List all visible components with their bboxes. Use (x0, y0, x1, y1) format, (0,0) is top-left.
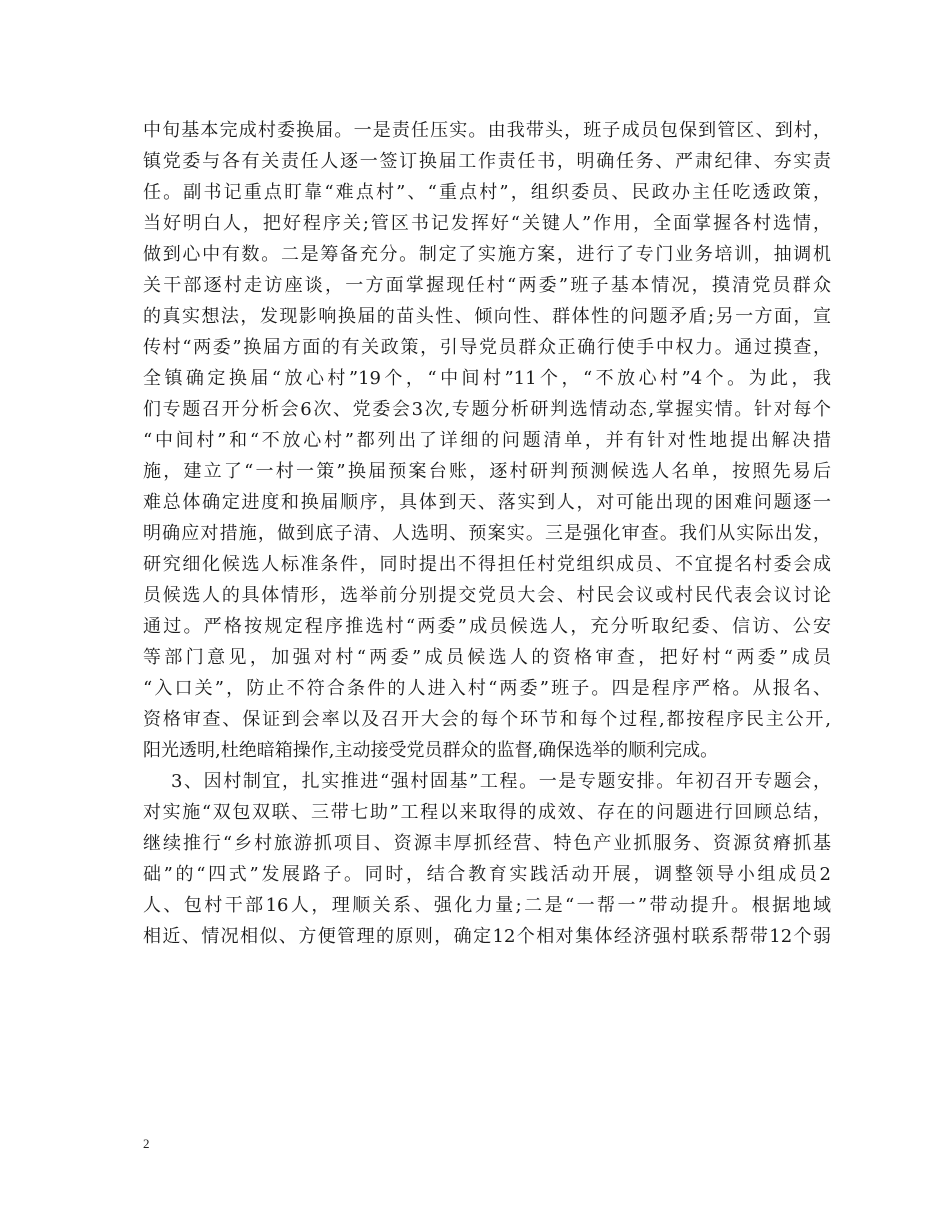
text-line: 等部门意见，加强对村“两委”成员候选人的资格审查，把好村“两委”成员 (143, 647, 831, 668)
text-line: 们专题召开分析会6次、党委会3次,专题分析研判选情动态,掌握实情。针对每个 (143, 399, 831, 420)
text-line: 传村“两委”换届方面的有关政策，引导党员群众正确行使手中权力。通过摸查， (143, 337, 831, 358)
text-line: 人、包村干部16人，理顺关系、强化力量;二是“一帮一”带动提升。根据地域 (143, 895, 831, 916)
text-line: 相近、情况相似、方便管理的原则，确定12个相对集体经济强村联系帮带12个弱 (143, 926, 831, 947)
paragraph-first-line: 3、因村制宜，扎实推进“强村固基”工程。一是专题安排。年初召开专题会， (171, 771, 831, 792)
page-number: 2 (143, 1136, 150, 1151)
text-line: 的真实想法，发现影响换届的苗头性、倾向性、群体性的问题矛盾;另一方面，宣 (143, 306, 831, 327)
text-line: 镇党委与各有关责任人逐一签订换届工作责任书，明确任务、严肃纪律、夯实责 (143, 151, 831, 172)
text-line: 全镇确定换届“放心村”19个，“中间村”11个，“不放心村”4个。为此，我 (143, 368, 831, 389)
text-line: 施，建立了“一村一策”换届预案台账，逐村研判预测候选人名单，按照先易后 (143, 461, 831, 482)
text-line: 难总体确定进度和换届顺序，具体到天、落实到人，对可能出现的困难问题逐一 (143, 492, 831, 513)
body-text (143, 115, 831, 952)
text-line: 资格审查、保证到会率以及召开大会的每个环节和每个过程,都按程序民主公开, (143, 709, 831, 730)
text-line: “中间村”和“不放心村”都列出了详细的问题清单，并有针对性地提出解决措 (143, 430, 831, 451)
text-line: 员候选人的具体情形，选举前分别提交党员大会、村民会议或村民代表会议讨论 (143, 585, 831, 606)
text-line: “入口关”，防止不符合条件的人进入村“两委”班子。四是程序严格。从报名、 (143, 678, 831, 699)
text-line: 对实施“双包双联、三带七助”工程以来取得的成效、存在的问题进行回顾总结， (143, 802, 831, 823)
text-line: 做到心中有数。二是筹备充分。制定了实施方案，进行了专门业务培训，抽调机 (143, 244, 831, 265)
paragraph-last-line: 阳光透明,杜绝暗箱操作,主动接受党员群众的监督,确保选举的顺利完成。 (143, 740, 719, 761)
text-line: 中旬基本完成村委换届。一是责任压实。由我带头，班子成员包保到管区、到村， (143, 120, 831, 141)
text-line: 明确应对措施，做到底子清、人选明、预案实。三是强化审查。我们从实际出发， (143, 523, 831, 544)
text-line: 任。副书记重点盯靠“难点村”、“重点村”，组织委员、民政办主任吃透政策， (143, 182, 831, 203)
text-line: 研究细化候选人标准条件，同时提出不得担任村党组织成员、不宜提名村委会成 (143, 554, 831, 575)
text-line: 继续推行“乡村旅游抓项目、资源丰厚抓经营、特色产业抓服务、资源贫瘠抓基 (143, 833, 831, 854)
text-line: 关干部逐村走访座谈，一方面掌握现任村“两委”班子基本情况，摸清党员群众 (143, 275, 831, 296)
text-line: 当好明白人，把好程序关;管区书记发挥好“关键人”作用，全面掌握各村选情， (143, 213, 831, 234)
text-line: 础”的“四式”发展路子。同时，结合教育实践活动开展，调整领导小组成员2 (143, 864, 831, 885)
text-line: 通过。严格按规定程序推选村“两委”成员候选人，充分听取纪委、信访、公安 (143, 616, 831, 637)
